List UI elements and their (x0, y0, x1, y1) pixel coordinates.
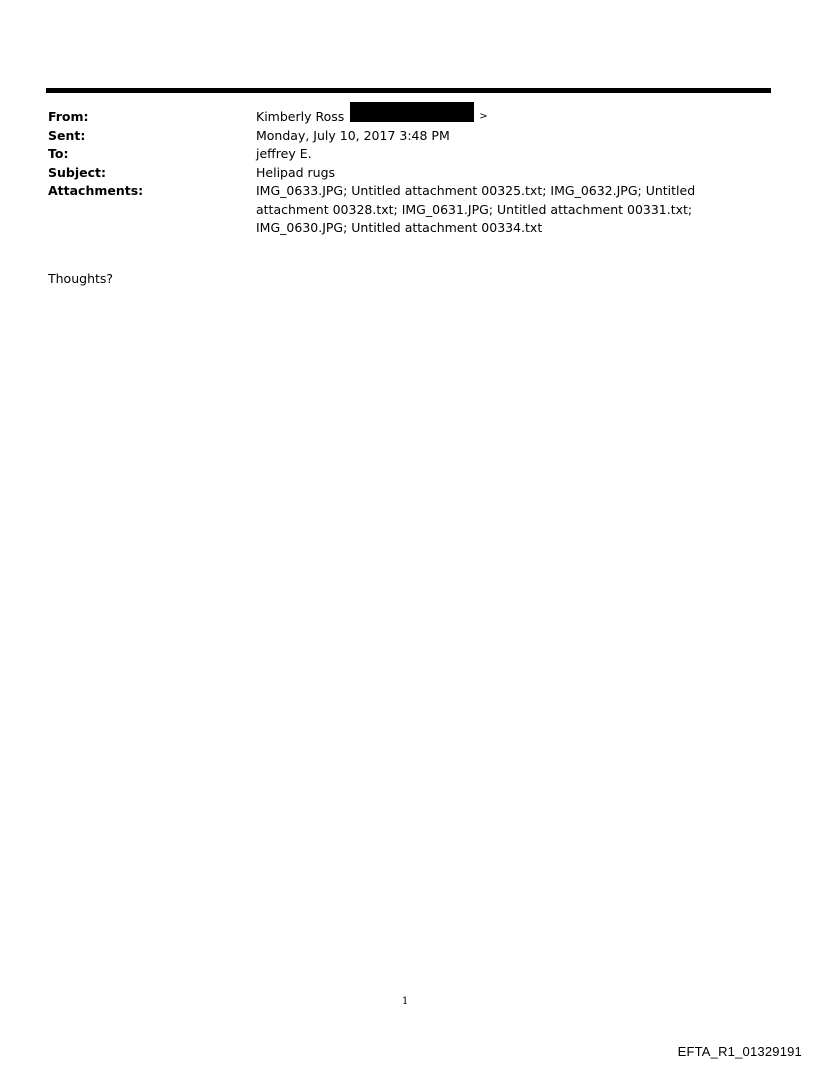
sent-row (48, 127, 770, 146)
page-number: 1 (402, 996, 409, 1007)
attachments-row (48, 182, 770, 238)
sender-name: Kimberly Ross (256, 109, 345, 124)
subject-row (48, 164, 770, 183)
sent-value: Monday, July 10, 2017 3:48 PM (256, 127, 450, 143)
attachments-label: Attachments: (48, 183, 144, 198)
email-angle-bracket: > (479, 111, 488, 122)
email-header (48, 108, 770, 238)
redaction-box (350, 102, 474, 122)
from-value (256, 108, 770, 127)
to-row (48, 145, 770, 164)
to-label: To: (48, 146, 69, 161)
from-row (48, 108, 770, 127)
from-label: From: (48, 109, 89, 124)
subject-label: Subject: (48, 164, 106, 180)
header-divider (46, 88, 771, 93)
email-body: Thoughts? (48, 271, 114, 286)
subject-value: Helipad rugs (256, 164, 336, 180)
to-value: jeffrey E. (256, 146, 312, 161)
attachments-value: IMG_0633.JPG; Untitled attachment 00325.txt; IMG_0632.JPG; Untitled attachment 00328.txt; IMG_0631.JPG; Untitled attachment 00331.txt; IMG_0630.JPG; Untitled attachment 00334.txt (256, 183, 696, 235)
bates-number: EFTA_R1_01329191 (677, 1044, 802, 1059)
sent-label: Sent: (48, 127, 86, 143)
